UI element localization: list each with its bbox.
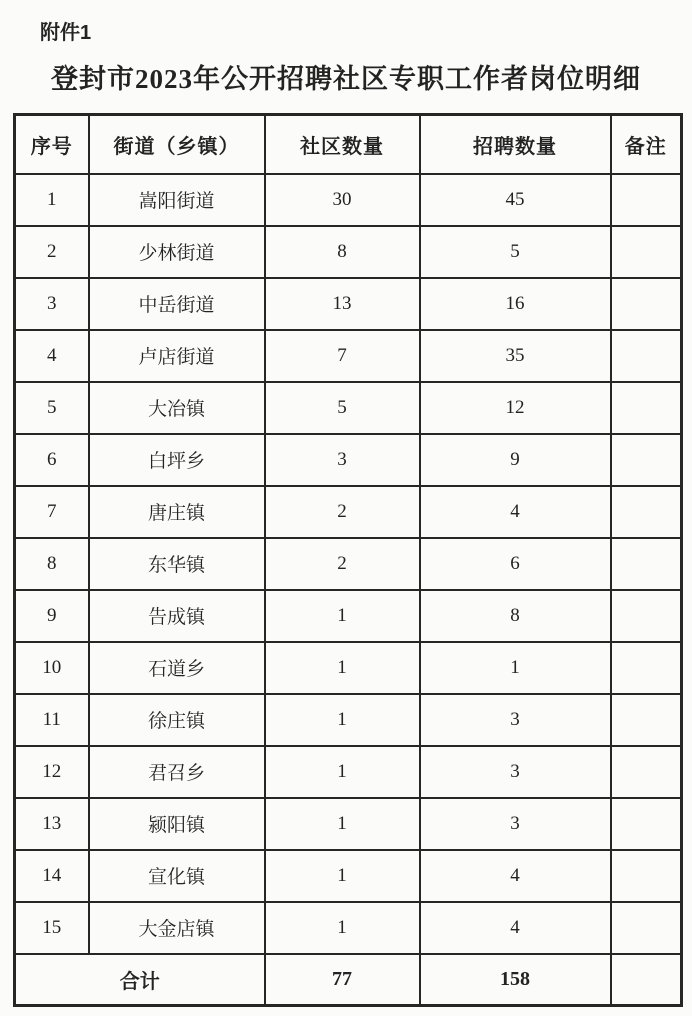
cell-communities: 2 (265, 538, 420, 590)
table-row (15, 486, 682, 538)
cell-no: 14 (15, 850, 89, 902)
cell-recruits: 4 (420, 850, 611, 902)
cell-street: 东华镇 (89, 538, 265, 590)
cell-street: 徐庄镇 (89, 694, 265, 746)
cell-remark (611, 850, 682, 902)
cell-street: 白坪乡 (89, 434, 265, 486)
table-row (15, 330, 682, 382)
cell-recruits: 9 (420, 434, 611, 486)
cell-communities: 2 (265, 486, 420, 538)
cell-recruits: 8 (420, 590, 611, 642)
cell-no: 8 (15, 538, 89, 590)
table-row (15, 694, 682, 746)
cell-remark (611, 382, 682, 434)
cell-no: 9 (15, 590, 89, 642)
table-row (15, 538, 682, 590)
cell-street: 卢店街道 (89, 330, 265, 382)
table-row (15, 382, 682, 434)
cell-communities: 13 (265, 278, 420, 330)
cell-communities: 1 (265, 590, 420, 642)
table-total-row (15, 954, 682, 1006)
table-row (15, 798, 682, 850)
page-title: 登封市2023年公开招聘社区专职工作者岗位明细 (51, 64, 641, 94)
cell-communities: 1 (265, 902, 420, 954)
cell-communities: 3 (265, 434, 420, 486)
cell-no: 15 (15, 902, 89, 954)
cell-street: 大冶镇 (89, 382, 265, 434)
table-row (15, 590, 682, 642)
cell-recruits: 1 (420, 642, 611, 694)
cell-remark (611, 798, 682, 850)
cell-communities: 1 (265, 642, 420, 694)
cell-communities: 5 (265, 382, 420, 434)
cell-recruits: 6 (420, 538, 611, 590)
cell-street: 中岳街道 (89, 278, 265, 330)
cell-remark (611, 486, 682, 538)
positions-table (13, 113, 683, 1007)
cell-communities: 7 (265, 330, 420, 382)
total-remark (611, 954, 682, 1006)
cell-recruits: 3 (420, 798, 611, 850)
cell-street: 嵩阳街道 (89, 174, 265, 226)
cell-no: 13 (15, 798, 89, 850)
cell-recruits: 4 (420, 902, 611, 954)
header-communities: 社区数量 (265, 115, 420, 174)
cell-remark (611, 174, 682, 226)
cell-street: 唐庄镇 (89, 486, 265, 538)
table-row (15, 174, 682, 226)
cell-recruits: 4 (420, 486, 611, 538)
cell-street: 颍阳镇 (89, 798, 265, 850)
cell-remark (611, 746, 682, 798)
cell-communities: 8 (265, 226, 420, 278)
table-row (15, 642, 682, 694)
cell-recruits: 3 (420, 746, 611, 798)
total-label: 合计 (15, 954, 265, 1006)
table-row (15, 850, 682, 902)
cell-no: 12 (15, 746, 89, 798)
table-header-row (15, 115, 682, 174)
cell-remark (611, 694, 682, 746)
cell-no: 6 (15, 434, 89, 486)
cell-communities: 30 (265, 174, 420, 226)
cell-remark (611, 278, 682, 330)
table-row (15, 902, 682, 954)
cell-no: 4 (15, 330, 89, 382)
cell-recruits: 35 (420, 330, 611, 382)
cell-street: 石道乡 (89, 642, 265, 694)
cell-street: 告成镇 (89, 590, 265, 642)
cell-recruits: 12 (420, 382, 611, 434)
cell-remark (611, 642, 682, 694)
cell-no: 7 (15, 486, 89, 538)
total-recruits: 158 (420, 954, 611, 1006)
table-row (15, 226, 682, 278)
cell-no: 2 (15, 226, 89, 278)
cell-recruits: 45 (420, 174, 611, 226)
table-row (15, 746, 682, 798)
cell-remark (611, 590, 682, 642)
cell-street: 少林街道 (89, 226, 265, 278)
cell-street: 宣化镇 (89, 850, 265, 902)
cell-recruits: 3 (420, 694, 611, 746)
cell-remark (611, 538, 682, 590)
cell-no: 1 (15, 174, 89, 226)
cell-remark (611, 330, 682, 382)
cell-communities: 1 (265, 798, 420, 850)
cell-street: 大金店镇 (89, 902, 265, 954)
cell-communities: 1 (265, 850, 420, 902)
table-row (15, 278, 682, 330)
cell-remark (611, 434, 682, 486)
cell-no: 10 (15, 642, 89, 694)
cell-remark (611, 902, 682, 954)
header-recruits: 招聘数量 (420, 115, 611, 174)
cell-recruits: 5 (420, 226, 611, 278)
table-row (15, 434, 682, 486)
total-communities: 77 (265, 954, 420, 1006)
header-remark: 备注 (611, 115, 682, 174)
cell-street: 君召乡 (89, 746, 265, 798)
cell-no: 5 (15, 382, 89, 434)
cell-no: 3 (15, 278, 89, 330)
cell-communities: 1 (265, 694, 420, 746)
header-no: 序号 (15, 115, 89, 174)
cell-remark (611, 226, 682, 278)
attachment-label: 附件1 (40, 22, 92, 44)
cell-communities: 1 (265, 746, 420, 798)
header-street: 街道（乡镇） (89, 115, 265, 174)
cell-no: 11 (15, 694, 89, 746)
cell-recruits: 16 (420, 278, 611, 330)
